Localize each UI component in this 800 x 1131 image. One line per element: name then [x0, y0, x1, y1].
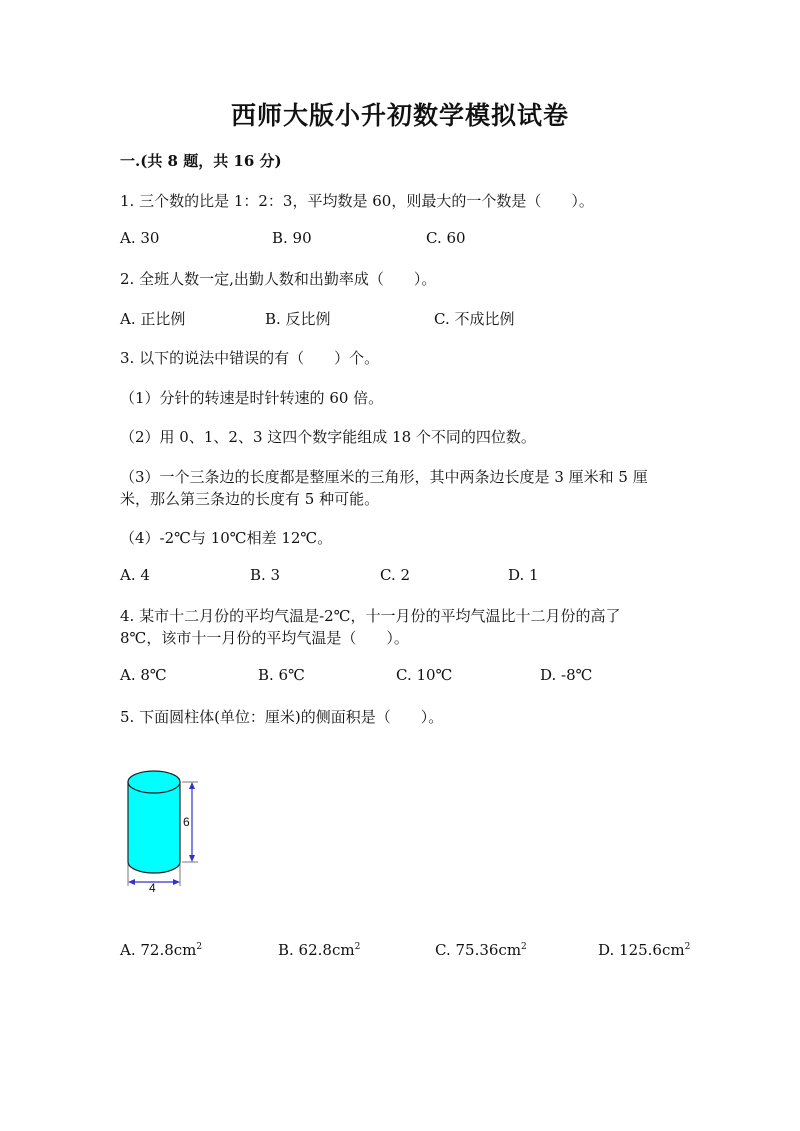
cylinder-body: [128, 782, 180, 873]
section-header: 一.(共 8 题，共 16 分): [120, 152, 282, 170]
option-c-text: C. 75.36cm: [435, 941, 522, 959]
question-3-option-b: B. 3: [250, 566, 281, 584]
question-5-option-c: [435, 941, 527, 959]
question-4-stem-line-2: 8℃，该市十一月份的平均气温是（ ）。: [120, 629, 409, 647]
question-1-stem: 1. 三个数的比是 1：2：3，平均数是 60，则最大的一个数是（ ）。: [120, 192, 594, 210]
question-3-stem: 3. 以下的说法中错误的有（ ）个。: [120, 349, 380, 367]
question-3-statement-3: （3）一个三条边的长度都是整厘米的三角形，其中两条边长度是 3 厘米和 5 厘: [120, 468, 648, 486]
question-3-option-d: D. 1: [508, 566, 539, 584]
question-5-stem: 5. 下面圆柱体(单位：厘米)的侧面积是（ ）。: [120, 708, 444, 726]
question-5-option-b: [278, 941, 360, 959]
question-1-option-a: A. 30: [120, 229, 160, 247]
unit-superscript: 2: [521, 942, 527, 952]
question-3-statement-4: （4）-2℃与 10℃相差 12℃。: [120, 529, 333, 547]
question-3-option-c: C. 2: [380, 566, 411, 584]
question-3-statement-2: （2）用 0、1、2、3 这四个数字能组成 18 个不同的四位数。: [120, 428, 536, 446]
height-label: 6: [183, 815, 190, 829]
question-4-option-c: C. 10℃: [396, 666, 453, 684]
question-2-stem: 2. 全班人数一定,出勤人数和出勤率成（ ）。: [120, 270, 437, 288]
question-3-statement-3-cont: 米，那么第三条边的长度有 5 种可能。: [120, 490, 380, 508]
question-1-option-c: C. 60: [426, 229, 466, 247]
question-2-option-c: C. 不成比例: [434, 310, 515, 328]
question-2-option-a: A. 正比例: [120, 310, 186, 328]
unit-superscript: 2: [196, 942, 203, 952]
page-title: 西师大版小升初数学模拟试卷: [230, 101, 569, 130]
cylinder-figure: [118, 752, 228, 906]
question-4-option-a: A. 8℃: [120, 666, 167, 684]
cylinder-top: [128, 771, 180, 793]
cylinder-diagram: [118, 752, 228, 902]
question-4-option-d: D. -8℃: [540, 666, 593, 684]
question-3-option-a: A. 4: [120, 566, 150, 584]
option-b-text: B. 62.8cm: [278, 941, 355, 959]
unit-superscript: 2: [684, 942, 691, 952]
option-d-text: D. 125.6cm: [598, 941, 685, 959]
question-2-option-b: B. 反比例: [265, 310, 331, 328]
question-5-option-a: [120, 941, 202, 959]
question-3-statement-1: （1）分针的转速是时针转速的 60 倍。: [120, 389, 384, 407]
question-4-stem-line-1: 4. 某市十二月份的平均气温是-2℃，十一月份的平均气温比十二月份的高了: [120, 607, 621, 625]
option-a-text: A. 72.8cm: [120, 941, 197, 959]
question-4-option-b: B. 6℃: [258, 666, 305, 684]
question-1-option-b: B. 90: [272, 229, 312, 247]
diameter-label: 4: [149, 881, 156, 895]
unit-superscript: 2: [354, 942, 361, 952]
question-5-option-d: [598, 941, 690, 959]
